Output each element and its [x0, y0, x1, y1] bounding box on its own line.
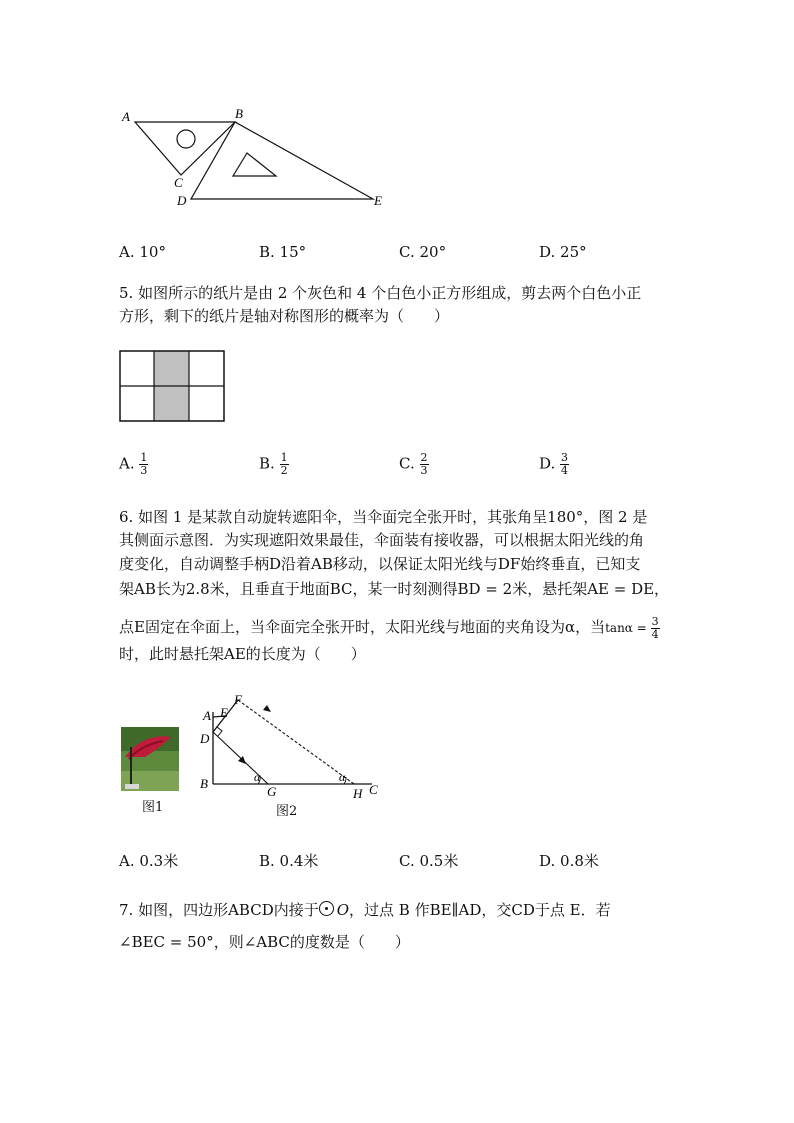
q5-option-b-fraction: $\frac{1}{2}$ — [280, 451, 288, 477]
q5-option-a — [119, 452, 148, 477]
q5-option-c-letter: C. — [399, 454, 415, 473]
q4-option-b: B. 15° — [259, 243, 307, 261]
q5-paper-figure — [119, 350, 227, 422]
q6-fig2-caption: 图2 — [276, 804, 298, 819]
q6-fig2-label-h: H — [353, 786, 363, 801]
q7-circle-label: O — [336, 901, 350, 919]
q5-option-d — [539, 452, 569, 477]
q7-question-line1 — [119, 900, 611, 920]
q5-option-b-letter: B. — [259, 454, 275, 473]
q5-question-line2: 方形，剩下的纸片是轴对称图形的概率为（ ） — [119, 307, 450, 325]
q6-option-d: D. 0.8米 — [539, 852, 599, 870]
q6-fig2-label-g: G — [267, 784, 277, 799]
q6-question-line4: 架AB长为2.8米，且垂直于地面BC，某一时刻测得BD = 2米，悬托架AE = DE， — [119, 580, 670, 598]
q5-option-c — [399, 452, 429, 477]
q6-fig2-label-e: E — [220, 705, 228, 720]
q6-option-a: A. 0.3米 — [119, 852, 179, 870]
q6-fig2-label-alpha1: α — [254, 770, 261, 784]
q6-tan-expression: tanα = $\frac{3}{4}$ — [605, 615, 659, 641]
q5-option-d-letter: D. — [539, 454, 556, 473]
q6-fig2-label-c: C — [369, 782, 378, 797]
q4-inner-triangle — [233, 153, 276, 176]
q4-figure — [118, 105, 398, 215]
q4-option-a: A. 10° — [119, 243, 166, 261]
q6-question-line3: 度变化，自动调整手柄D沿着AB移动，以保证太阳光线与DF始终垂直，已知支 — [119, 555, 641, 573]
q6-fig1-caption: 图1 — [142, 800, 164, 815]
q5-option-d-fraction: $\frac{3}{4}$ — [561, 451, 569, 477]
q5-option-a-fraction: $\frac{1}{3}$ — [140, 451, 148, 477]
q4-option-d: D. 25° — [539, 243, 587, 261]
q6-fig1-photo — [121, 727, 179, 791]
q5-question-line1: 5. 如图所示的纸片是由 2 个灰色和 4 个白色小正方形组成，剪去两个白色小正 — [119, 284, 642, 302]
q6-option-c: C. 0.5米 — [399, 852, 459, 870]
q4-label-d: D — [177, 193, 187, 208]
q5-option-b — [259, 452, 289, 477]
q5-option-c-fraction: $\frac{2}{3}$ — [420, 451, 428, 477]
q5-option-a-letter: A. — [119, 454, 135, 473]
q7-question-line2: ∠BEC = 50°，则∠ABC的度数是（ ） — [119, 933, 410, 951]
circle-dot-icon — [319, 901, 334, 916]
q6-question-line6: 时，此时悬托架AE的长度为（ ） — [119, 645, 366, 663]
q6-fig2-label-a: A — [203, 708, 211, 723]
q4-option-c: C. 20° — [399, 243, 447, 261]
q6-question-line2: 其侧面示意图．为实现遮阳效果最佳，伞面装有接收器，可以根据太阳光线的角 — [119, 531, 645, 549]
q4-label-b: B — [235, 106, 243, 121]
q5-gray-square-top — [154, 351, 189, 386]
q7-line1-part2: ，过点 B 作BE∥AD，交CD于点 E．若 — [349, 901, 611, 919]
q4-label-c: C — [174, 175, 183, 190]
q6-fig2-label-d: D — [200, 731, 210, 746]
q6-fig2-diagram — [196, 690, 386, 805]
q7-line1-part1: 7. 如图，四边形ABCD内接于 — [119, 901, 319, 919]
q4-triangle-bde — [191, 122, 373, 199]
q6-fig2-label-b: B — [200, 776, 208, 791]
q6-line5-text: 点E固定在伞面上，当伞面完全张开时，太阳光线与地面的夹角设为α，当 — [119, 618, 606, 636]
q6-fig2-label-alpha2: α — [339, 770, 346, 784]
q4-label-a: A — [122, 109, 130, 124]
q5-gray-square-bottom — [154, 386, 189, 421]
q6-question-line1: 6. 如图 1 是某款自动旋转遮阳伞，当伞面完全张开时，其张角呈180°，图 2 是 — [119, 508, 648, 526]
q6-fig2-label-f: F — [234, 692, 242, 707]
q6-option-b: B. 0.4米 — [259, 852, 319, 870]
q6-question-line5 — [119, 616, 660, 641]
q4-label-e: E — [374, 193, 382, 208]
q4-hole-circle — [177, 130, 195, 148]
